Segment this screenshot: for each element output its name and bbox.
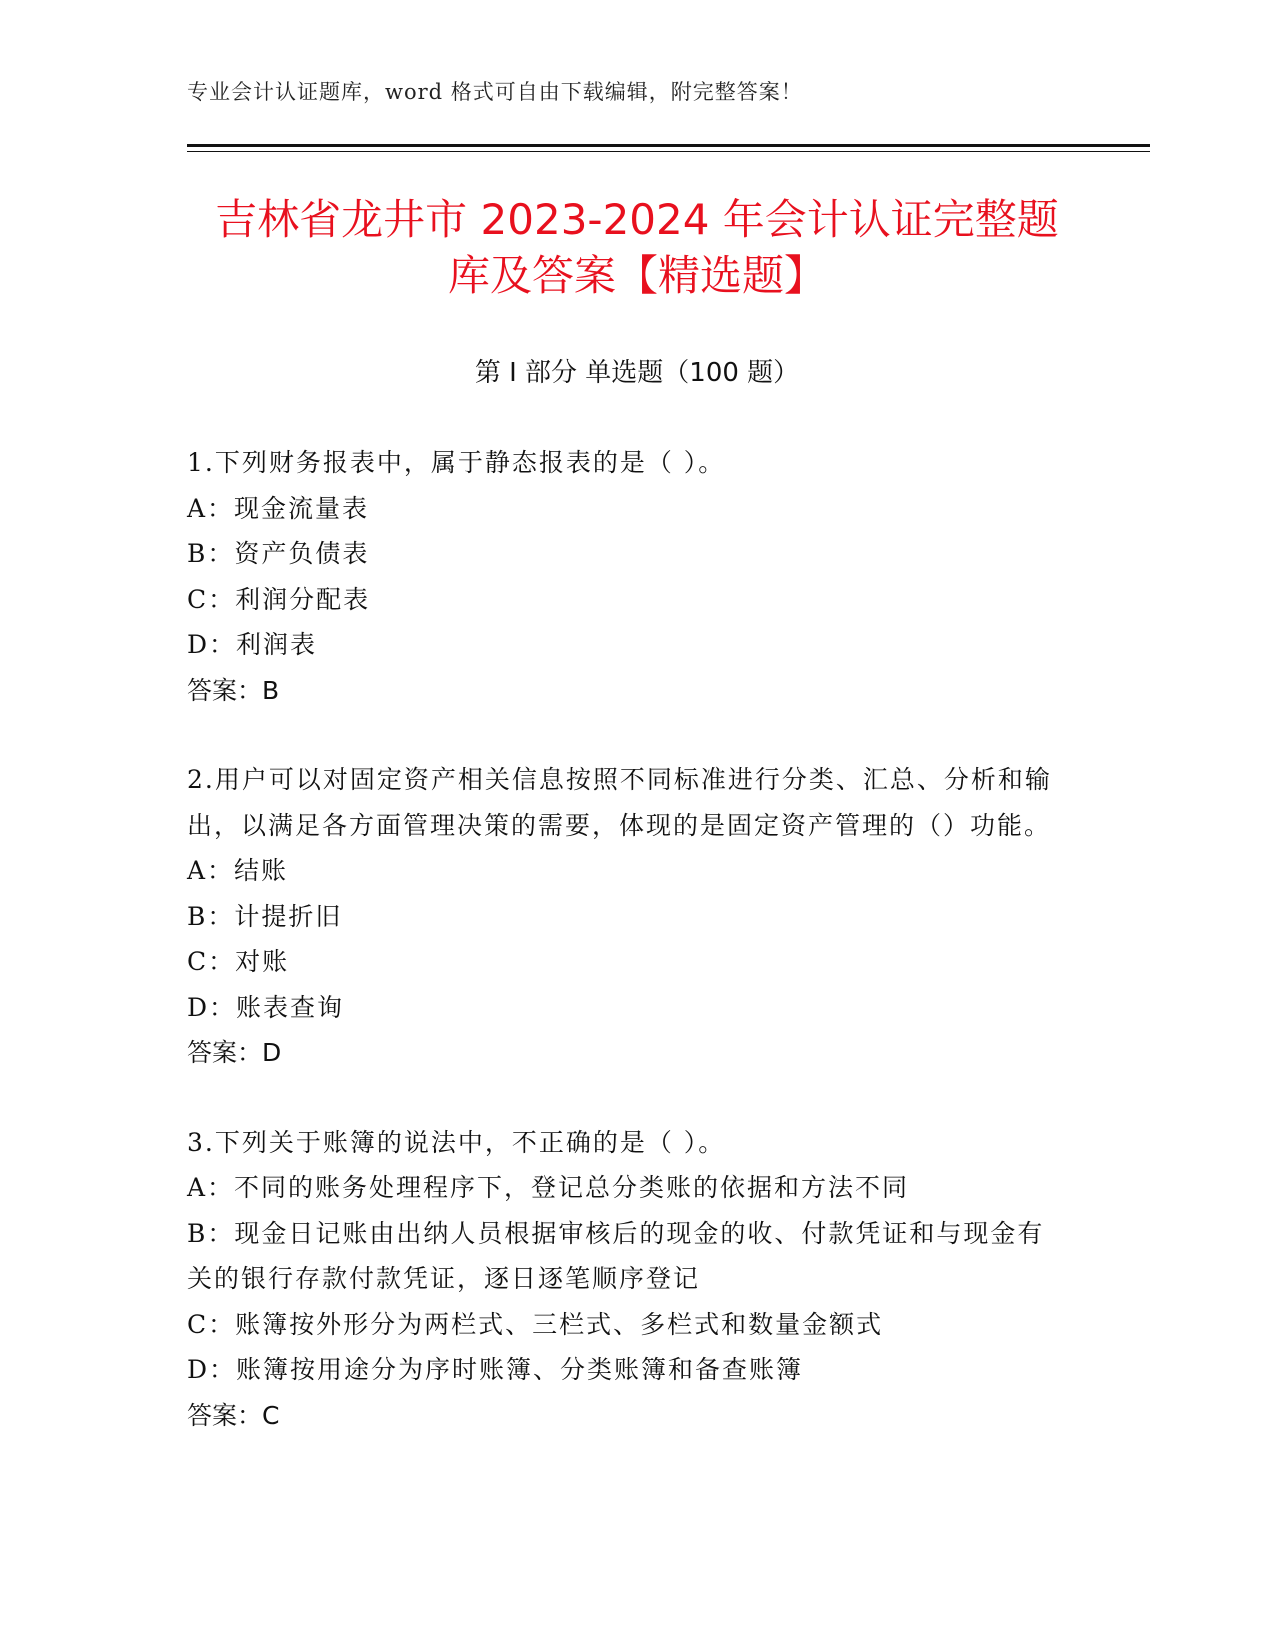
option-a: A：结账	[187, 856, 289, 885]
option-a: A：现金流量表	[187, 493, 370, 523]
option-d: D：利润表	[187, 630, 318, 659]
option-b: B：计提折旧	[187, 901, 343, 931]
document-title	[187, 192, 1087, 304]
question-stem: 1.下列财务报表中，属于静态报表的是（ ）。	[187, 448, 726, 477]
option-c: C：利润分配表	[187, 584, 371, 614]
option-d: D：账簿按用途分为序时账簿、分类账簿和备查账簿	[187, 1355, 804, 1384]
option-b: B：现金日记账由出纳人员根据审核后的现金的收、付款凭证和与现金有关的银行存款付款凭证，逐日逐笔顺序登记	[187, 1218, 1045, 1293]
answer: 答案：D	[187, 1038, 282, 1067]
header-rule-thin	[187, 151, 1150, 152]
document-title-line2: 库及答案【精选题】	[447, 251, 826, 300]
answer: 答案：C	[187, 1400, 280, 1430]
section-heading: 第 I 部分 单选题（100 题）	[474, 358, 800, 388]
question-1	[187, 440, 1067, 713]
header-rule-thick	[187, 144, 1150, 147]
question-list	[187, 440, 1067, 1482]
document-title-line1: 吉林省龙井市 2023-2024 年会计认证完整题	[215, 195, 1059, 244]
header-note: 专业会计认证题库，word 格式可自由下载编辑，附完整答案！	[187, 80, 803, 104]
answer: 答案：B	[187, 675, 280, 705]
option-a: A：不同的账务处理程序下，登记总分类账的依据和方法不同	[187, 1173, 910, 1202]
option-c: C：账簿按外形分为两栏式、三栏式、多栏式和数量金额式	[187, 1309, 884, 1339]
option-d: D：账表查询	[187, 992, 345, 1022]
option-c: C：对账	[187, 947, 290, 976]
option-b: B：资产负债表	[187, 539, 370, 568]
question-2	[187, 757, 1067, 1076]
question-stem: 3.下列关于账簿的说法中，不正确的是（ ）。	[187, 1127, 726, 1157]
question-3	[187, 1120, 1067, 1439]
question-stem: 2.用户可以对固定资产相关信息按照不同标准进行分类、汇总、分析和输出，以满足各方面管理决策的需要，体现的是固定资产管理的（）功能。	[187, 765, 1052, 840]
